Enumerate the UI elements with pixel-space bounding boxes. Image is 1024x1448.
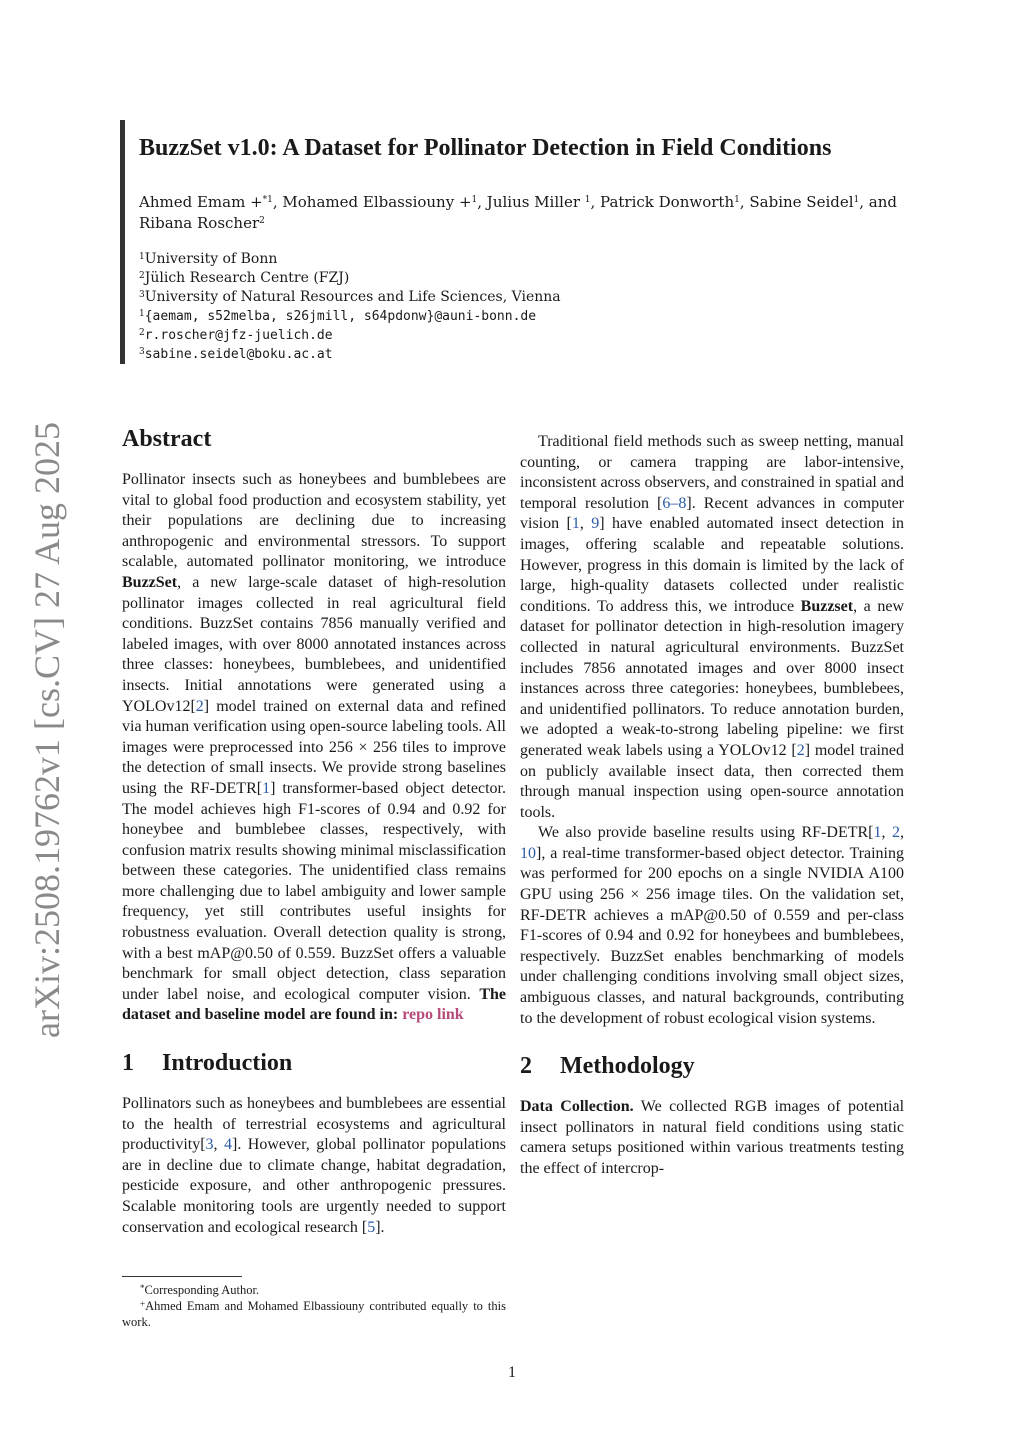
affiliation: $^2$Jülich Research Centre (FZJ) <box>139 270 350 286</box>
intro-paragraph-3: We also provide baseline results using RF-DETR[1, 2, 10], a real-time transformer-based object detector. Training was performed for 200 epochs on a single NVIDIA A100 GPU using 256 × 256 image tiles. On the validation set, RF-DETR achieves a mAP@0.50 of 0.559 and per-class F1-scores of 0.94 and 0.92 for honeybees and bumblebees, respectively. BuzzSet enables benchmarking of models under challenging conditions involving small object sizes, ambiguous classes, and natural backgrounds, contributing to the development of robust ecological vision systems. <box>520 824 905 1027</box>
citation-link[interactable]: 1 <box>873 824 882 842</box>
author: , Julius Miller <box>477 193 585 211</box>
author-sup: 1 <box>584 195 591 205</box>
citation-link[interactable]: 5 <box>367 1218 376 1236</box>
author: , Mohamed Elbassiouny + <box>272 193 472 211</box>
footnote-rule <box>122 1276 242 1277</box>
citation-link[interactable]: 2 <box>892 824 901 842</box>
citation-link[interactable]: 1 <box>262 779 271 797</box>
methodology-paragraph: Data Collection. We collected RGB images of potential insect pollinators in natural field conditions using static camera setups positioned within various treatments testing the effect of intercrop- <box>520 1098 905 1177</box>
author-sup: 1 <box>734 195 740 205</box>
affiliation: $^3$University of Natural Resources and Life Sciences, Vienna <box>139 289 561 305</box>
author-list <box>139 192 925 234</box>
right-column <box>520 432 904 1180</box>
intro-paragraph-1: Pollinators such as honeybees and bumblebees are essential to the health of terrestrial ecosystems and agricultural productivity[3, 4]. However, global pollinator populations are in decline due to climate change, habitat degradation, pesticide exposure, and other anthropogenic pressures. Scalable monitoring tools are urgently needed to support conservation and ecological research [5]. <box>122 1095 506 1236</box>
author: Ahmed Emam + <box>139 193 263 211</box>
abstract-heading: Abstract <box>122 426 212 452</box>
author-sup: 1 <box>853 195 860 205</box>
paper-header <box>120 120 925 364</box>
citation-link[interactable]: 4 <box>224 1136 232 1154</box>
citation-link[interactable]: 2 <box>796 741 805 759</box>
email: $^2$r.roscher@jfz-juelich.de <box>139 328 333 343</box>
email: $^1${aemam, s52melba, s26jmill, s64pdonw}@auni-bonn.de <box>139 309 537 324</box>
affiliation-list <box>139 250 925 364</box>
arxiv-identifier: arXiv:2508.19762v1 [cs.CV] 27 Aug 2025 <box>27 422 67 1038</box>
paper-title: BuzzSet v1.0: A Dataset for Pollinator Detection in Field Conditions <box>139 135 832 161</box>
citation-link[interactable]: 9 <box>591 515 600 533</box>
author-sup: *1 <box>262 195 273 205</box>
author: , and Ribana Roscher <box>139 193 898 232</box>
author: , Sabine Seidel <box>739 193 854 211</box>
citation-link[interactable]: 6–8 <box>662 494 687 512</box>
citation-link[interactable]: 1 <box>571 515 580 533</box>
footnotes <box>122 1276 506 1330</box>
affiliation: $^1$University of Bonn <box>139 251 278 267</box>
arxiv-sidebar <box>8 420 86 1040</box>
left-column <box>122 424 506 1238</box>
citation-link[interactable]: 2 <box>195 697 204 715</box>
page-number: 1 <box>508 1364 516 1381</box>
repo-link[interactable]: repo link <box>402 1006 464 1024</box>
author-sup: 2 <box>259 216 265 226</box>
abstract-body: Pollinator insects such as honeybees and bumblebees are vital to global food production and ecosystem stability, yet their populations are declining due to increasing anthropogenic and environmental stressors. To support scalable, automated pollinator monitoring, we introduce BuzzSet, a new large-scale dataset of high-resolution pollinator images collected in real agricultural field conditions. BuzzSet contains 7856 manually verified and labeled images, with over 8000 annotated instances across three classes: honeybees, bumblebees, and unidentified insects. Initial annotations were generated using a YOLOv12[2] model trained on external data and refined via human verification using open-source labeling tools. All images were preprocessed into 256 × 256 tiles to improve the detection of small insects. We provide strong baselines using the RF-DETR[1] transformer-based object detector. The model achieves high F1-scores of 0.94 and 0.92 for honeybee and bumblebee classes, respectively, with confusion matrix results showing minimal misclassification between these categories. The unidentified class remains more challenging due to label ambiguity and lower sample frequency, yet still contributes useful insights for robustness evaluation. Overall detection quality is strong, with a best mAP@0.50 of 0.559. BuzzSet offers a valuable benchmark for small object detection, class separation under label noise, and ecological computer vision. The dataset and baseline model are found in: repo link <box>122 471 506 1024</box>
citation-link[interactable]: 10 <box>520 844 536 862</box>
introduction-heading: 1 Introduction <box>122 1050 293 1077</box>
methodology-heading: 2 Methodology <box>520 1053 695 1080</box>
email: $^3$sabine.seidel@boku.ac.at <box>139 347 333 362</box>
footnote: *Corresponding Author. <box>140 1283 260 1297</box>
citation-link[interactable]: 3 <box>205 1136 214 1154</box>
author: , Patrick Donworth <box>590 193 735 211</box>
author-sup: 1 <box>471 195 478 205</box>
footnote: +Ahmed Emam and Mohamed Elbassiouny contributed equally to this work. <box>122 1299 506 1329</box>
intro-paragraph-2: Traditional field methods such as sweep netting, manual counting, or camera trapping are labor-intensive, inconsistent across observers, and constrained in spatial and temporal resolution [6–8]. Recent advances in computer vision [1, 9] have enabled automated insect detection in images, offering scalable and repeatable solutions. However, progress in this domain is limited by the lack of large, high-quality datasets collected under realistic conditions. To address this, we introduce Buzzset, a new dataset for pollinator detection in high-resolution imagery collected in natural agricultural environments. BuzzSet includes 7856 annotated images and over 8000 insect instances across three categories: honeybees, bumblebees, and unidentified pollinators. To reduce annotation burden, we adopted a weak-to-strong labeling pipeline: we first generated weak labels using a YOLOv12 [2] model trained on publicly available insect data, then corrected them through manual inspection using open-source annotation tools. <box>520 433 905 821</box>
